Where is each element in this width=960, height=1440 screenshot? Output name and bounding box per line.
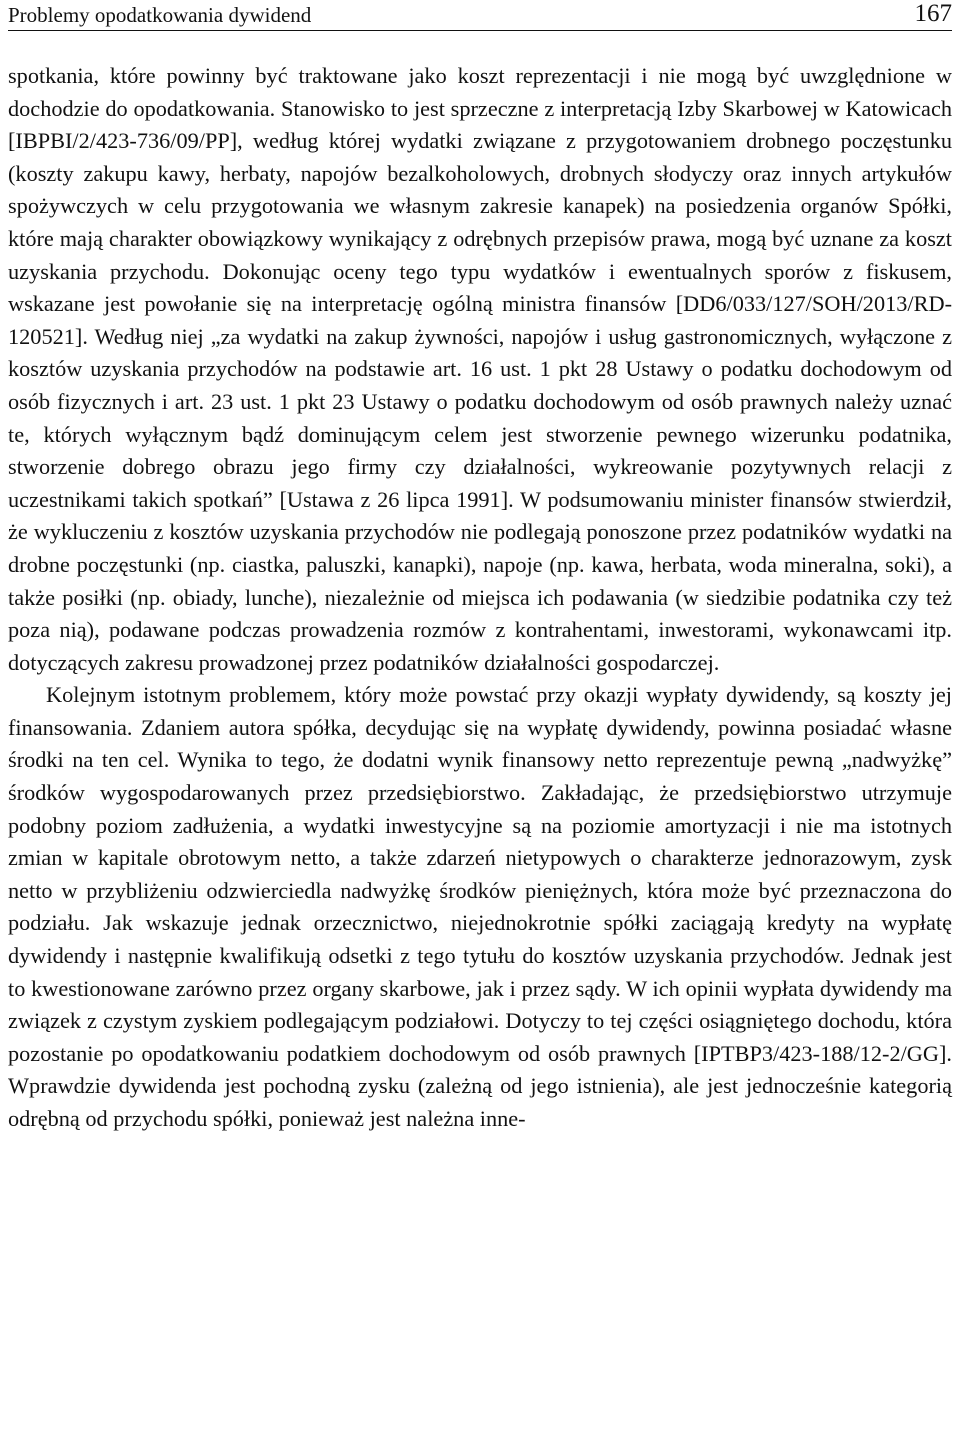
- page-number: 167: [914, 0, 952, 27]
- running-title: Problemy opodatkowania dywidend: [8, 3, 312, 27]
- paragraph-dividend-financing: Kolejnym istotnym problemem, który może powstać przy okazji wypłaty dywidendy, są koszty jej finansowania. Zdaniem autora spółka, decydując się na wypłatę dywidendy, powinna posiadać własne środki na ten cel. Wynika to tego, że dodatni wynik finansowy netto reprezentuje pewną „nadwyżkę” środków wygospodarowanych przez przedsiębiorstwo. Zakładając, że przedsiębiorstwo utrzymuje podobny poziom zadłużenia, a wydatki inwestycyjne są na poziomie amortyzacji i nie ma istotnych zmian w kapitale obrotowym netto, a także zdarzeń nietypowych o charakterze jednorazowym, zysk netto w przybliżeniu odzwierciedla nadwyżkę środków pieniężnych, która może być przeznaczona do podziału. Jak wskazuje jednak orzecznictwo, niejednokrotnie spółki zaciągają kredyty na wypłatę dywidendy i następnie kwalifikują odsetki z tego tytułu do kosztów uzyskania przychodów. Jednak jest to kwestionowane zarówno przez organy skarbowe, jak i przez sądy. W ich opinii wypłata dywidendy ma związek z czystym zyskiem podlegającym podziałowi. Dotyczy to tej części osiągniętego dochodu, która pozostanie po opodatkowaniu podatkiem dochodowym od osób prawnych [IPTBP3/423-188/12-2/GG]. Wprawdzie dywidenda jest pochodną zysku (zależną od jego istnienia), ale jest jednocześnie kategorią odrębną od przychodu spółki, ponieważ jest należna inne-: [8, 682, 952, 1131]
- paragraph-continued: spotkania, które powinny być traktowane jako koszt reprezentacji i nie mogą być uwzględnione w dochodzie do opodatkowania. Stanowisko to jest sprzeczne z interpretacją Izby Skarbowej w Katowicach [IBPBI/2/423-736/09/PP], według której wydatki związane z przygotowaniem drobnego poczęstunku (koszty zakupu kawy, herbaty, napojów bezalkoholowych, drobnych słodyczy oraz innych artykułów spożywczych w celu przygotowania we własnym zakresie kanapek) na posiedzenia organów Spółki, które mają charakter obowiązkowy wynikający z odrębnych przepisów prawa, mogą być uznane za koszt uzyskania przychodu. Dokonując oceny tego typu wydatków i ewentualnych sporów z fiskusem, wskazane jest powołanie się na interpretację ogólną ministra finansów [DD6/033/127/SOH/2013/RD-120521]. Według niej „za wydatki na zakup żywności, napojów i usług gastronomicznych, wyłączone z kosztów uzyskania przychodów na podstawie art. 16 ust. 1 pkt 28 Ustawy o podatku dochodowym od osób fizycznych i art. 23 ust. 1 pkt 23 Ustawy o podatku dochodowym od osób prawnych należy uznać te, których wyłącznym bądź dominującym celem jest stworzenie pewnego wizerunku podatnika, stworzenie dobrego obrazu jego firmy czy działalności, wykreowanie pozytywnych relacji z uczestnikami takich spotkań” [Ustawa z 26 lipca 1991]. W podsumowaniu minister finansów stwierdził, że wykluczeniu z kosztów uzyskania przychodów nie podlegają ponoszone przez podatników wydatki na drobne poczęstunki (np. ciastka, paluszki, kanapki), napoje (np. kawa, herbata, woda mineralna, soki), a także posiłki (np. obiady, lunche), niezależnie od miejsca ich podawania (w siedzibie podatnika czy też poza nią), podawane podczas prowadzenia rozmów z kontrahentami, inwestorami, wykonawcami itp. dotyczących zakresu prowadzonej przez podatników działalności gospodarczej.: [8, 63, 952, 675]
- body-text: [8, 60, 952, 1136]
- page-header: [8, 0, 952, 31]
